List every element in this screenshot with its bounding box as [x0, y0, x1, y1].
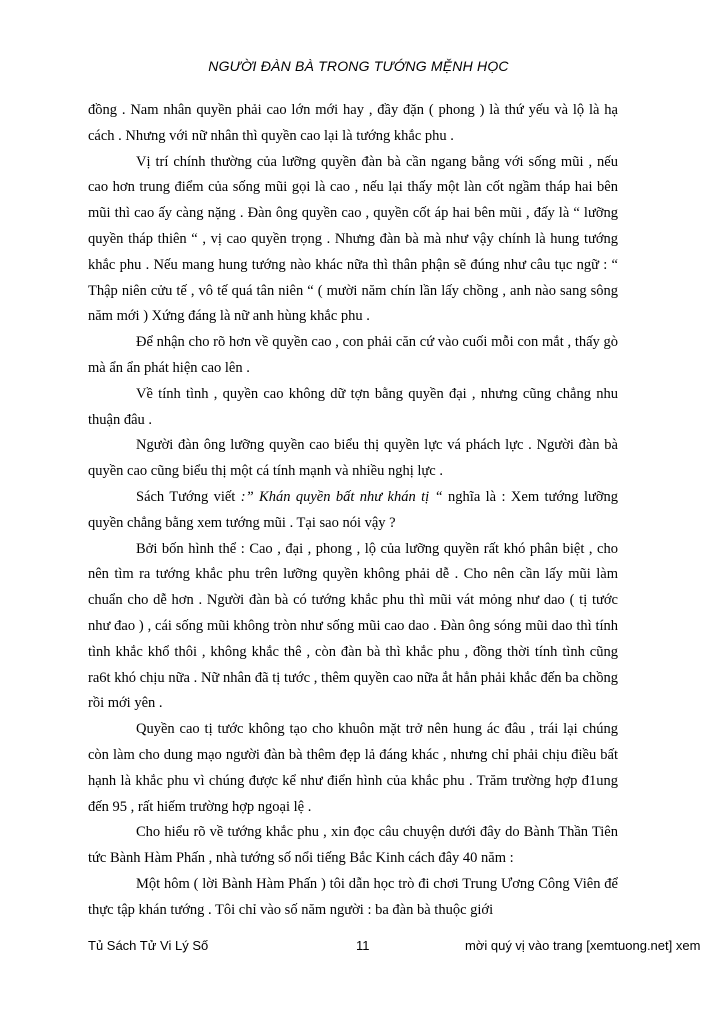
paragraph-4: Về tính tình , quyền cao không dữ tợn bằng quyền đại , nhưng cũng chẳng nhu thuận đâu . — [88, 385, 618, 428]
paragraph-6-quote: :” Khán quyền bất như khán tị “ — [240, 488, 443, 505]
page-number: 11 — [356, 938, 370, 953]
paragraph-3: Để nhận cho rõ hơn về quyền cao , con phải căn cứ vào cuối mỗi con mắt , thấy gò mà ẩn ẩn phát hiện cao lên . — [88, 334, 618, 376]
paragraph-2: Vị trí chính thường của lưỡng quyền đàn bà cần ngang bằng với sống mũi , nếu cao hơn trung điểm của sống mũi gọi là cao , nếu lại thấy một làn cốt ngầm tháp hai bên mũi thì cao ấy càng nặng . Đàn ông quyền cao , quyền cốt áp hai bên mũi , đấy là “ lưỡng quyền tháp thiên “ , vị cao quyền trọng . Nhưng đàn bà mà như vậy chính là hung tướng khắc phu . Nếu mang hung tướng nào khác nữa thì thân phận sẽ đúng như câu tục ngữ : “ Thập niên cửu tế , vô tế quá tân niên “ ( mười năm chín lần lấy chồng , anh nào sang sông năm mới ) Xứng đáng là nữ anh hùng khắc phu . — [88, 153, 618, 325]
paragraph-5: Người đàn ông lưỡng quyền cao biểu thị quyền lực vá phách lực . Người đàn bà quyền cao cũng biểu thị một cá tính mạnh và nhiều nghị lực . — [88, 437, 618, 480]
footer-website-note: mời quý vị vào trang [xemtuong.net] xem — [465, 938, 701, 953]
page-header: NGƯỜI ĐÀN BÀ TRONG TƯỚNG MỆNH HỌC — [208, 58, 509, 74]
paragraph-7: Bởi bốn hình thể : Cao , đại , phong , lộ của lưỡng quyền rất khó phân biệt , cho nên tìm ra tướng khắc phu trên lưỡng quyền không phải dễ . Cho nên cần lấy mũi làm chuẩn cho dễ hơn . Người đàn bà có tướng khắc phu thì mũi vát mỏng như dao ( tị tước như đao ) , cái sống mũi không tròn như sống mũi cao dao . Đàn ông sóng mũi dao thì tính tình khắc khổ thôi , không khắc thê , còn đàn bà thì khắc phu , đồng thời tính tình cũng ra6t khó chịu nữa . Nữ nhân đã tị tước , thêm quyền cao nữa ắt hẳn phải khắc đến ba chồng rồi mới yên . — [88, 540, 618, 712]
paragraph-8: Quyền cao tị tước không tạo cho khuôn mặt trở nên hung ác đâu , trái lại chúng còn làm cho dung mạo người đàn bà thêm đẹp lả đáng khác , nhưng chỉ phải chịu điều bất hạnh là khắc phu vì chúng được kể như điển hình của khắc phu . Trăm trường hợp đ1ung đến 95 , rất hiếm trường hợp ngoại lệ . — [88, 721, 618, 815]
paragraph-9: Cho hiểu rõ về tướng khắc phu , xin đọc câu chuyện dưới đây do Bành Thần Tiên tức Bành Hàm Phấn , nhà tướng số nổi tiếng Bắc Kinh cách đây 40 năm : — [88, 824, 618, 867]
footer-series-title: Tủ Sách Tử Vi Lý Số — [88, 938, 209, 953]
page-body — [88, 98, 618, 924]
paragraph-6-rest: nghĩa là : Xem tướng lưỡng quyền chẳng bằng xem tướng mũi . Tại sao nói vậy ? — [88, 488, 618, 531]
paragraph-1: đồng . Nam nhân quyền phải cao lớn mới hay , đầy đặn ( phong ) là thứ yếu và lộ là hạ cách . Nhưng với nữ nhân thì quyền cao lại là tướng khắc phu . — [88, 102, 618, 144]
paragraph-10: Một hôm ( lời Bành Hàm Phấn ) tôi dẫn học trò đi chơi Trung Ương Công Viên để thực tập khán tướng . Tôi chỉ vào số năm người : ba đàn bà thuộc giới — [88, 875, 618, 918]
paragraph-6 — [88, 485, 618, 537]
paragraph-6-lead: Sách Tướng viết — [136, 488, 241, 505]
